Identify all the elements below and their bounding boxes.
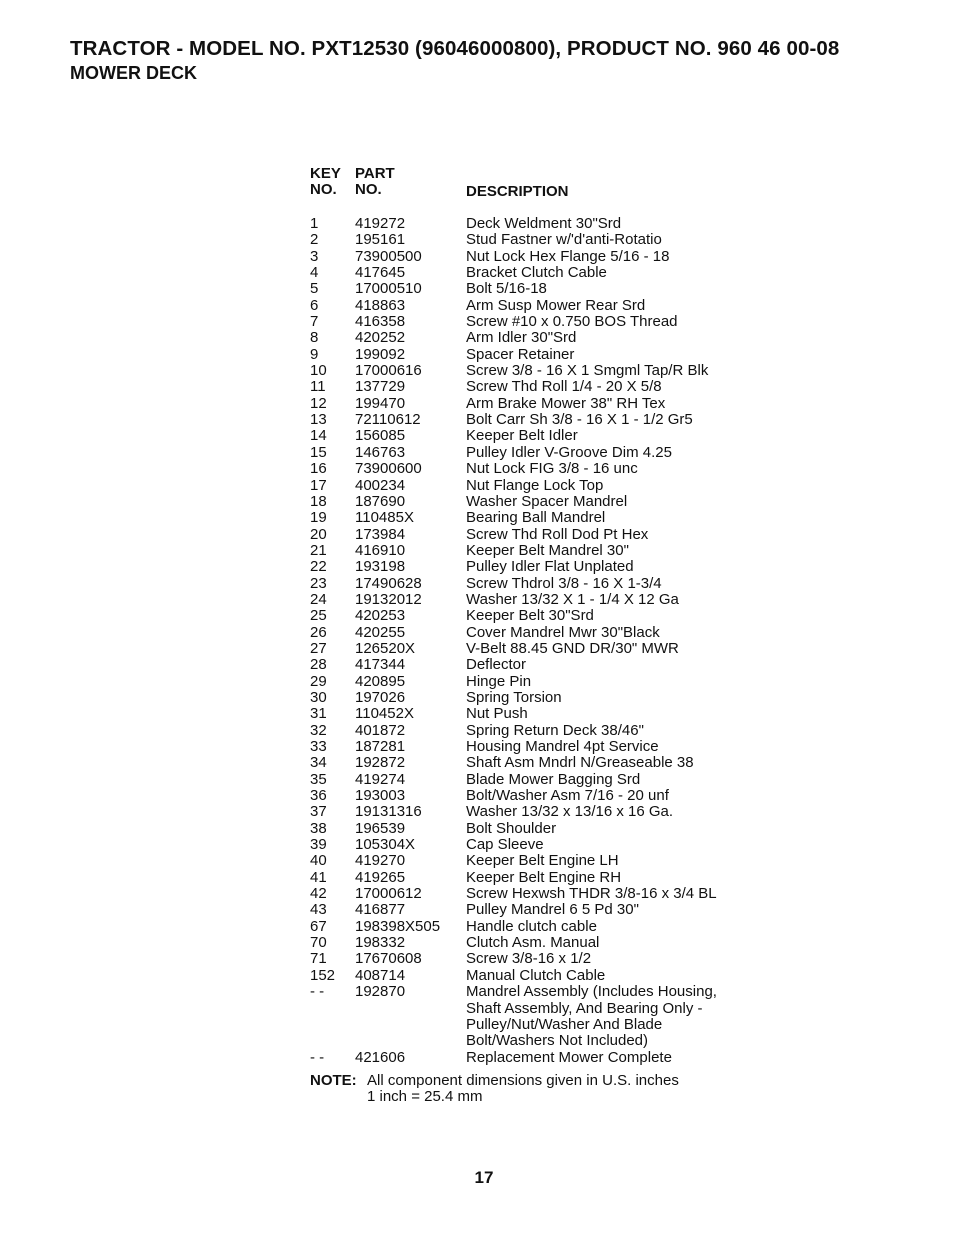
description [466, 886, 717, 902]
key-no: 19 [310, 509, 327, 527]
table-row [310, 249, 717, 265]
description-line: Blade Mower Bagging Srd [466, 770, 641, 788]
description-line: Keeper Belt Engine RH [466, 868, 622, 886]
key-no: 12 [310, 394, 327, 412]
description [466, 657, 526, 673]
description-line: Shaft Asm Mndrl N/Greaseable 38 [466, 754, 694, 772]
description [466, 363, 708, 379]
key-no: 38 [310, 819, 327, 837]
key-no: 20 [310, 525, 327, 543]
description [466, 592, 679, 608]
table-row [310, 641, 717, 657]
key-no: 7 [310, 313, 319, 331]
table-row [310, 951, 717, 967]
description-line: Bolt/Washers Not Included) [466, 1032, 649, 1050]
note [310, 1073, 679, 1106]
description [466, 837, 544, 853]
table-row [310, 461, 717, 477]
part-no: 421606 [355, 1048, 406, 1066]
key-no: 9 [310, 345, 319, 363]
description-line: Screw Thdrol 3/8 - 16 X 1-3/4 [466, 574, 662, 592]
table-row [310, 576, 717, 592]
key-no: 21 [310, 541, 327, 559]
table-row [310, 396, 717, 412]
description-line: Washer 13/32 x 13/16 x 16 Ga. [466, 803, 674, 821]
table-row [310, 739, 717, 755]
description [466, 527, 648, 543]
table-row [310, 935, 717, 951]
table-row [310, 298, 717, 314]
description-header [466, 166, 569, 216]
parts-list-header [310, 166, 717, 216]
table-row [310, 478, 717, 494]
table-row [310, 706, 717, 722]
description-line: Spring Torsion [466, 688, 562, 706]
part-no: 419270 [355, 852, 406, 870]
part-no: 126520X [355, 639, 416, 657]
key-no: 17 [310, 476, 327, 494]
key-header-line1: KEY [310, 165, 341, 182]
description [466, 706, 528, 722]
key-no: 22 [310, 558, 327, 576]
part-no: 418863 [355, 296, 406, 314]
table-row [310, 902, 717, 918]
part-no: 73900500 [355, 247, 422, 265]
part-no: 416877 [355, 901, 406, 919]
description-line: Bolt/Washer Asm 7/16 - 20 unf [466, 787, 669, 805]
description [466, 510, 605, 526]
description [466, 314, 678, 330]
part-no: 73900600 [355, 460, 422, 478]
note-text [367, 1073, 679, 1106]
key-no: 31 [310, 705, 327, 723]
part-no: 408714 [355, 966, 406, 984]
description-line: Arm Brake Mower 38" RH Tex [466, 394, 666, 412]
table-row [310, 755, 717, 771]
table-row [310, 379, 717, 395]
part-no: 199092 [355, 345, 406, 363]
table-row [310, 314, 717, 330]
key-no: 34 [310, 754, 327, 772]
table-row [310, 592, 717, 608]
description-line: Keeper Belt Engine LH [466, 852, 619, 870]
description [466, 919, 597, 935]
key-no: 29 [310, 672, 327, 690]
description [466, 330, 576, 346]
page-number: 17 [474, 1168, 494, 1187]
page-title: TRACTOR - MODEL NO. PXT12530 (96046000800), PRODUCT NO. 960 46 00-08 [70, 37, 840, 60]
table-row [310, 919, 717, 935]
table-row [310, 232, 717, 248]
key-no: - - [310, 983, 325, 1001]
description [466, 674, 531, 690]
table-row [310, 821, 717, 837]
key-no: 2 [310, 231, 319, 249]
description-line: Cap Sleeve [466, 836, 544, 854]
description-line: Screw 3/8-16 x 1/2 [466, 950, 592, 968]
part-no: 416358 [355, 313, 406, 331]
description-line: Replacement Mower Complete [466, 1048, 672, 1066]
part-header-line1: PART [355, 165, 395, 182]
description [466, 347, 574, 363]
note-line: All component dimensions given in U.S. inches [367, 1072, 679, 1089]
description [466, 445, 672, 461]
description-line: Screw Thd Roll 1/4 - 20 X 5/8 [466, 378, 662, 396]
description-line: Bearing Ball Mandrel [466, 509, 606, 527]
table-row [310, 216, 717, 232]
key-no-header [310, 166, 355, 216]
description [466, 739, 659, 755]
description-line: Bolt 5/16-18 [466, 280, 547, 298]
description-line: Cover Mandrel Mwr 30"Black [466, 623, 660, 641]
table-row [310, 445, 717, 461]
key-no: 28 [310, 656, 327, 674]
description-line: Screw Thd Roll Dod Pt Hex [466, 525, 649, 543]
description-line: Nut Lock Hex Flange 5/16 - 18 [466, 247, 670, 265]
part-no: 420895 [355, 672, 406, 690]
key-no: 43 [310, 901, 327, 919]
parts-list [310, 166, 717, 1066]
description-line: Deflector [466, 656, 527, 674]
description-line: Pulley Idler Flat Unplated [466, 558, 634, 576]
part-no: 195161 [355, 231, 406, 249]
part-no: 417344 [355, 656, 406, 674]
description [466, 804, 673, 820]
description [466, 559, 634, 575]
table-row [310, 265, 717, 281]
part-no: 17000510 [355, 280, 422, 298]
description [466, 379, 662, 395]
description-line: Screw 3/8 - 16 X 1 Smgml Tap/R Blk [466, 362, 709, 380]
description-line: Hinge Pin [466, 672, 532, 690]
description [466, 478, 603, 494]
part-no: 419272 [355, 215, 406, 232]
part-no: 17000612 [355, 885, 422, 903]
key-no: 5 [310, 280, 319, 298]
part-no: 196539 [355, 819, 406, 837]
key-no: 152 [310, 966, 336, 984]
part-no: 417645 [355, 264, 406, 282]
part-no: 420253 [355, 607, 406, 625]
key-no: 40 [310, 852, 327, 870]
note-line: 1 inch = 25.4 mm [367, 1088, 483, 1106]
description-line: Arm Idler 30"Srd [466, 329, 577, 347]
key-no: 71 [310, 950, 327, 968]
table-row [310, 608, 717, 624]
table-row [310, 870, 717, 886]
key-no: 39 [310, 836, 327, 854]
part-header-line2: NO. [355, 181, 382, 199]
key-no: 41 [310, 868, 327, 886]
description [466, 265, 607, 281]
part-no: 419274 [355, 770, 406, 788]
part-no: 416910 [355, 541, 406, 559]
key-no: 36 [310, 787, 327, 805]
key-header-line2: NO. [310, 181, 337, 199]
part-no: 419265 [355, 868, 406, 886]
table-row [310, 363, 717, 379]
description-line: Nut Lock FIG 3/8 - 16 unc [466, 460, 638, 478]
key-no: 25 [310, 607, 327, 625]
description [466, 543, 629, 559]
key-no: 37 [310, 803, 327, 821]
description [466, 428, 578, 444]
description [466, 281, 547, 297]
description-line: V-Belt 88.45 GND DR/30" MWR [466, 639, 679, 657]
table-row [310, 690, 717, 706]
description-line: Stud Fastner w/'d'anti-Rotatio [466, 231, 662, 249]
table-row [310, 412, 717, 428]
part-no: 187281 [355, 738, 406, 755]
description-line: Washer 13/32 X 1 - 1/4 X 12 Ga [466, 590, 679, 608]
description-line: Nut Push [466, 705, 528, 723]
description [466, 772, 640, 788]
table-row [310, 559, 717, 575]
description-line: Bracket Clutch Cable [466, 264, 607, 282]
description [466, 608, 594, 624]
key-no: 16 [310, 460, 327, 478]
part-no: 198398X505 [355, 917, 441, 935]
key-no: 23 [310, 574, 327, 592]
key-no: 30 [310, 688, 327, 706]
key-no: - - [310, 1048, 325, 1066]
description-line: Housing Mandrel 4pt Service [466, 738, 659, 755]
description [466, 853, 619, 869]
description [466, 461, 638, 477]
part-no: 198332 [355, 934, 406, 952]
description [466, 755, 694, 771]
description-line: Clutch Asm. Manual [466, 934, 600, 952]
part-no: 17000616 [355, 362, 422, 380]
description-line: Mandrel Assembly (Includes Housing, [466, 983, 717, 1001]
table-row [310, 347, 717, 363]
part-no: 146763 [355, 443, 406, 461]
description [466, 249, 669, 265]
note-label: NOTE: [310, 1072, 357, 1089]
description [466, 1050, 672, 1066]
part-no: 19132012 [355, 590, 422, 608]
table-row [310, 657, 717, 673]
description-line: Pulley/Nut/Washer And Blade [466, 1015, 663, 1033]
part-no: 193198 [355, 558, 406, 576]
description-line: Screw Hexwsh THDR 3/8-16 x 3/4 BL [466, 885, 717, 903]
part-no: 192872 [355, 754, 406, 772]
description [466, 232, 662, 248]
description-line: Spring Return Deck 38/46" [466, 721, 644, 739]
part-no: 17490628 [355, 574, 422, 592]
description [466, 412, 693, 428]
key-no: 6 [310, 296, 319, 314]
table-row [310, 886, 717, 902]
description [466, 902, 639, 918]
part-no: 156085 [355, 427, 406, 445]
table-row [310, 674, 717, 690]
key-no: 10 [310, 362, 327, 380]
description [466, 821, 556, 837]
table-row [310, 804, 717, 820]
key-no: 42 [310, 885, 327, 903]
key-no: 8 [310, 329, 319, 347]
key-no: 4 [310, 264, 319, 282]
description [466, 494, 627, 510]
parts-list-rows [310, 216, 717, 1066]
table-row [310, 428, 717, 444]
part-no: 105304X [355, 836, 416, 854]
key-no: 67 [310, 917, 327, 935]
description-line: Handle clutch cable [466, 917, 597, 935]
description-line: Manual Clutch Cable [466, 966, 606, 984]
part-no: 17670608 [355, 950, 422, 968]
part-no: 420255 [355, 623, 406, 641]
table-row [310, 772, 717, 788]
table-row [310, 527, 717, 543]
description [466, 984, 717, 1049]
key-no: 35 [310, 770, 327, 788]
part-no: 400234 [355, 476, 406, 494]
key-no: 33 [310, 738, 327, 755]
table-row [310, 837, 717, 853]
table-row [310, 984, 717, 1049]
table-row [310, 625, 717, 641]
part-no: 137729 [355, 378, 406, 396]
description [466, 788, 669, 804]
description [466, 690, 562, 706]
part-no: 110485X [355, 509, 414, 527]
description [466, 625, 660, 641]
table-row [310, 330, 717, 346]
description-line: Spacer Retainer [466, 345, 575, 363]
description-line: Keeper Belt Idler [466, 427, 578, 445]
table-row [310, 968, 717, 984]
part-no: 199470 [355, 394, 406, 412]
table-row [310, 543, 717, 559]
key-no: 15 [310, 443, 327, 461]
table-row [310, 510, 717, 526]
description-line: Pulley Mandrel 6 5 Pd 30" [466, 901, 639, 919]
table-row [310, 1050, 717, 1066]
description-line: Pulley Idler V-Groove Dim 4.25 [466, 443, 672, 461]
description-line: Arm Susp Mower Rear Srd [466, 296, 646, 314]
description [466, 935, 599, 951]
key-no: 70 [310, 934, 327, 952]
description [466, 723, 644, 739]
description [466, 968, 605, 984]
key-no: 32 [310, 721, 327, 739]
description-header-text: DESCRIPTION [466, 182, 569, 200]
description [466, 396, 665, 412]
description-line: Bolt Carr Sh 3/8 - 16 X 1 - 1/2 Gr5 [466, 411, 693, 429]
key-no: 3 [310, 247, 319, 265]
key-no: 13 [310, 411, 327, 429]
description-line: Keeper Belt Mandrel 30" [466, 541, 629, 559]
description-line: Shaft Assembly, And Bearing Only - [466, 999, 703, 1017]
part-no: 197026 [355, 688, 406, 706]
description-line: Screw #10 x 0.750 BOS Thread [466, 313, 678, 331]
key-no: 1 [310, 215, 319, 232]
part-no: 19131316 [355, 803, 422, 821]
description-line: Deck Weldment 30"Srd [466, 215, 622, 232]
description [466, 298, 645, 314]
part-no: 401872 [355, 721, 406, 739]
description-line: Keeper Belt 30"Srd [466, 607, 594, 625]
section-title: MOWER DECK [70, 63, 197, 83]
part-no: 110452X [355, 705, 414, 723]
key-no: 26 [310, 623, 327, 641]
description-line: Nut Flange Lock Top [466, 476, 604, 494]
part-no-header [355, 166, 466, 216]
description [466, 951, 591, 967]
description [466, 870, 621, 886]
part-no: 193003 [355, 787, 406, 805]
key-no: 18 [310, 492, 327, 510]
part-no: 173984 [355, 525, 406, 543]
key-no: 11 [310, 378, 326, 396]
part-no: 192870 [355, 983, 406, 1001]
description [466, 576, 662, 592]
table-row [310, 281, 717, 297]
description [466, 641, 679, 657]
key-no: 24 [310, 590, 327, 608]
key-no: 14 [310, 427, 327, 445]
table-row [310, 853, 717, 869]
description-line: Washer Spacer Mandrel [466, 492, 628, 510]
key-no: 27 [310, 639, 327, 657]
table-row [310, 788, 717, 804]
part-no: 420252 [355, 329, 406, 347]
part-no: 187690 [355, 492, 406, 510]
table-row [310, 723, 717, 739]
description [466, 216, 621, 232]
part-no: 72110612 [355, 411, 421, 429]
description-line: Bolt Shoulder [466, 819, 557, 837]
table-row [310, 494, 717, 510]
